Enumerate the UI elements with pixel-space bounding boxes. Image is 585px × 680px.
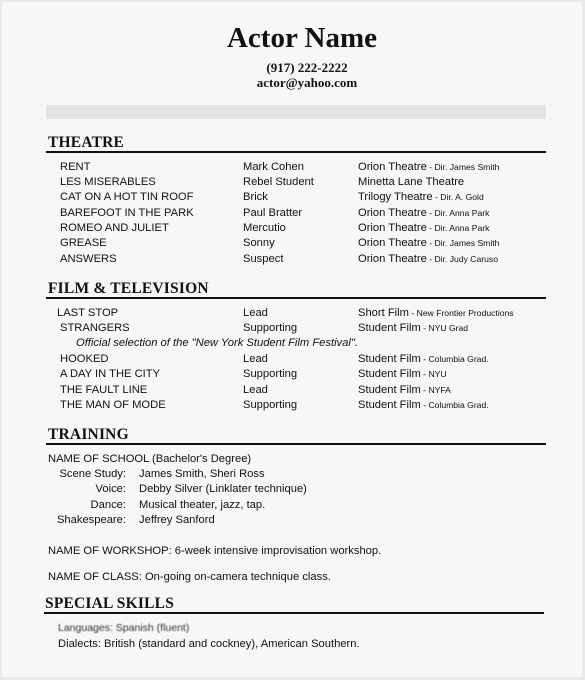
theatre-venue: Orion Theatre - Dir. Judy Caruso bbox=[358, 253, 498, 265]
training-value: Jeffrey Sanford bbox=[139, 514, 215, 526]
training-heading: TRAINING bbox=[48, 426, 129, 443]
theatre-role: Mark Cohen bbox=[243, 161, 304, 173]
film-venue: Student Film - Columbia Grad. bbox=[358, 399, 489, 411]
theatre-venue: Orion Theatre - Dir. James Smith bbox=[358, 237, 500, 249]
film-title: THE FAULT LINE bbox=[60, 384, 148, 396]
film-venue: Student Film - NYU Grad bbox=[358, 322, 469, 334]
film-role: Lead bbox=[243, 307, 268, 319]
theatre-venue: Minetta Lane Theatre bbox=[358, 176, 465, 188]
skills-languages: Languages: Spanish (fluent) bbox=[58, 622, 190, 634]
special-skills-rule bbox=[44, 612, 544, 614]
skills-dialects: Dialects: British (standard and cockney), American Southern. bbox=[58, 638, 360, 650]
film-rule bbox=[46, 297, 546, 299]
theatre-role: Rebel Student bbox=[243, 176, 314, 188]
training-label: Voice: bbox=[95, 483, 126, 495]
training-value: Debby Silver (Linklater technique) bbox=[139, 483, 307, 495]
film-role: Supporting bbox=[243, 399, 298, 411]
theatre-role: Mercutio bbox=[243, 222, 286, 234]
film-title: A DAY IN THE CITY bbox=[60, 368, 161, 380]
training-class: NAME OF CLASS: On-going on-camera technique class. bbox=[48, 571, 331, 583]
film-title: LAST STOP bbox=[57, 307, 119, 319]
film-title: THE MAN OF MODE bbox=[60, 399, 166, 411]
theatre-role: Paul Bratter bbox=[243, 207, 303, 219]
theatre-venue: Orion Theatre - Dir. James Smith bbox=[358, 161, 500, 173]
theatre-title: BAREFOOT IN THE PARK bbox=[60, 207, 194, 219]
theatre-title: LES MISERABLES bbox=[60, 176, 156, 188]
theatre-title: ROMEO AND JULIET bbox=[60, 222, 169, 234]
theatre-venue: Orion Theatre - Dir. Anna Park bbox=[358, 222, 490, 234]
theatre-title: GREASE bbox=[60, 237, 107, 249]
film-heading: FILM & TELEVISION bbox=[48, 280, 209, 297]
special-skills-heading: SPECIAL SKILLS bbox=[45, 595, 175, 612]
theatre-title: CAT ON A HOT TIN ROOF bbox=[60, 191, 194, 203]
film-venue: Short Film - New Frontier Productions bbox=[358, 307, 514, 319]
header-divider-bar bbox=[46, 105, 546, 119]
theatre-role: Sonny bbox=[243, 237, 275, 249]
theatre-title: ANSWERS bbox=[60, 253, 117, 265]
film-festival-note: Official selection of the "New York Student Film Festival". bbox=[76, 337, 358, 349]
film-role: Supporting bbox=[243, 322, 298, 334]
film-venue: Student Film - NYFA bbox=[358, 384, 451, 396]
training-workshop: NAME OF WORKSHOP: 6-week intensive improvisation workshop. bbox=[48, 545, 382, 557]
film-role: Lead bbox=[243, 384, 268, 396]
theatre-venue: Trilogy Theatre - Dir. A. Gold bbox=[358, 191, 484, 203]
film-title: HOOKED bbox=[60, 353, 109, 365]
theatre-rule bbox=[46, 151, 546, 153]
film-title: STRANGERS bbox=[60, 322, 130, 334]
film-venue: Student Film - NYU bbox=[358, 368, 447, 380]
actor-name: Actor Name bbox=[226, 22, 378, 54]
film-role: Supporting bbox=[243, 368, 298, 380]
training-label: Shakespeare: bbox=[56, 514, 126, 526]
theatre-role: Suspect bbox=[243, 253, 284, 265]
training-school: NAME OF SCHOOL (Bachelor's Degree) bbox=[48, 453, 252, 465]
training-label: Scene Study: bbox=[59, 468, 126, 480]
phone-number: (917) 222-2222 bbox=[266, 60, 348, 75]
training-value: James Smith, Sheri Ross bbox=[139, 468, 265, 480]
training-value: Musical theater, jazz, tap. bbox=[139, 499, 266, 511]
training-label: Dance: bbox=[90, 499, 126, 511]
theatre-heading: THEATRE bbox=[48, 134, 125, 151]
training-rule bbox=[46, 443, 546, 445]
theatre-title: RENT bbox=[60, 161, 91, 173]
theatre-role: Brick bbox=[243, 191, 268, 203]
resume-page bbox=[2, 2, 582, 677]
email-address: actor@yahoo.com bbox=[256, 75, 358, 90]
film-venue: Student Film - Columbia Grad. bbox=[358, 353, 489, 365]
film-role: Lead bbox=[243, 353, 268, 365]
theatre-venue: Orion Theatre - Dir. Anna Park bbox=[358, 207, 490, 219]
